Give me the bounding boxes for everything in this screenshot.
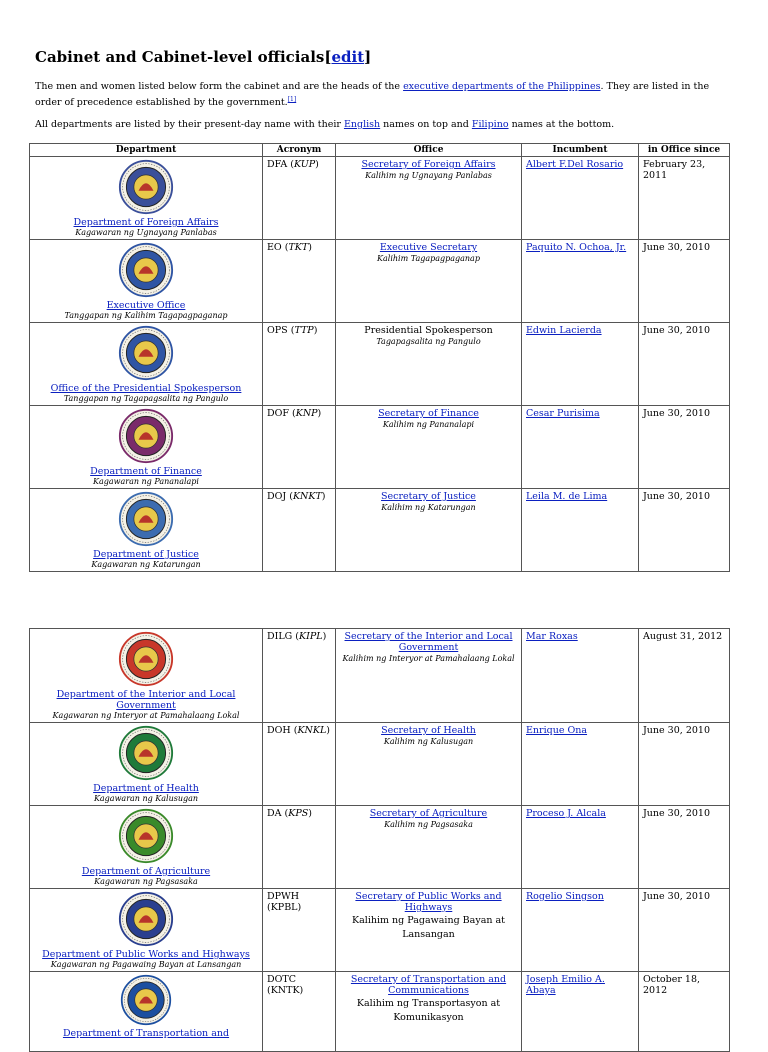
office-cell: [336, 723, 522, 806]
table-row: [30, 723, 730, 806]
incumbent-cell: [522, 240, 639, 323]
acronym-filipino: (KPBL): [267, 902, 302, 913]
office-filipino-name: Kalihim ng Interyor at Pamahalaang Lokal: [342, 654, 515, 663]
since-cell: [639, 972, 730, 1052]
acronym: DA: [267, 808, 282, 819]
acronym-cell: EO (TKT): [263, 240, 336, 323]
since-cell: [639, 489, 730, 572]
department-link[interactable]: Department of Agriculture: [81, 866, 211, 877]
department-filipino-name: Kagawaran ng Pagsasaka: [94, 877, 198, 886]
since-cell: [639, 406, 730, 489]
office-link[interactable]: Secretary of Public Works and Highways: [355, 891, 502, 913]
header-since: in Office since: [639, 144, 730, 157]
department-seal-icon: [118, 491, 174, 547]
office-cell: [336, 629, 522, 723]
in-office-since: June 30, 2010: [643, 725, 710, 736]
acronym: DFA: [267, 159, 288, 170]
acronym-filipino: KNKT: [292, 491, 322, 502]
acronym-cell: DOJ (KNKT): [263, 489, 336, 572]
incumbent-cell: [522, 406, 639, 489]
header-incumbent: Incumbent: [522, 144, 639, 157]
department-cell: [30, 406, 263, 489]
table-row: [30, 240, 730, 323]
table-row: [30, 972, 730, 1052]
office-name: Presidential Spokesperson: [364, 325, 493, 336]
table-row: [30, 889, 730, 972]
acronym-filipino: KPS: [288, 808, 309, 819]
acronym: DOJ: [267, 491, 287, 502]
department-link[interactable]: Department of the Interior and Local Government: [56, 689, 236, 711]
department-cell: [30, 157, 263, 240]
department-link[interactable]: Department of Foreign Affairs: [73, 217, 219, 228]
acronym-filipino: (KNTK): [267, 985, 304, 996]
department-seal-icon: [120, 974, 172, 1026]
since-cell: [639, 323, 730, 406]
department-filipino-name: Tanggapan ng Tagapagsalita ng Pangulo: [63, 394, 229, 403]
incumbent-link[interactable]: Leila M. de Lima: [526, 491, 608, 502]
acronym: EO: [267, 242, 282, 253]
office-link[interactable]: Secretary of Transportation and Communications: [350, 974, 507, 996]
since-cell: [639, 157, 730, 240]
department-cell: [30, 972, 263, 1052]
office-cell: [336, 889, 522, 972]
cabinet-table-2: [29, 628, 730, 1052]
department-seal-icon: [118, 808, 174, 864]
naming-note: All departments are listed by their present-day name with their English names on top and Filipino names at the bottom.: [35, 119, 615, 130]
acronym-filipino: KNP: [295, 408, 318, 419]
department-cell: [30, 723, 263, 806]
table-row: [30, 806, 730, 889]
department-cell: [30, 489, 263, 572]
acronym-cell: DILG (KIPL): [263, 629, 336, 723]
office-filipino-name: Kalihim ng Kalusugan: [383, 737, 474, 746]
department-filipino-name: Kagawaran ng Interyor at Pamahalaang Lokal: [52, 711, 240, 720]
department-cell: [30, 806, 263, 889]
incumbent-cell: [522, 889, 639, 972]
in-office-since: August 31, 2012: [643, 631, 723, 642]
incumbent-cell: [522, 629, 639, 723]
acronym-cell: OPS (TTP): [263, 323, 336, 406]
department-seal-icon: [118, 725, 174, 781]
acronym-cell: DOH (KNKL): [263, 723, 336, 806]
since-cell: [639, 723, 730, 806]
department-link[interactable]: Department of Public Works and Highways: [42, 949, 250, 960]
incumbent-link[interactable]: Rogelio Singson: [526, 891, 604, 902]
department-link[interactable]: Department of Transportation and: [62, 1028, 230, 1039]
incumbent-cell: [522, 157, 639, 240]
in-office-since: October 18, 2012: [643, 974, 701, 996]
incumbent-cell: [522, 723, 639, 806]
incumbent-link[interactable]: Enrique Ona: [526, 725, 588, 736]
department-link[interactable]: Office of the Presidential Spokesperson: [50, 383, 242, 394]
acronym-cell: DOF (KNP): [263, 406, 336, 489]
acronym: OPS: [267, 325, 288, 336]
in-office-since: June 30, 2010: [643, 491, 710, 502]
edit-link[interactable]: edit: [331, 48, 365, 66]
acronym-cell: [263, 889, 336, 972]
acronym-filipino: KNKL: [297, 725, 327, 736]
department-cell: [30, 629, 263, 723]
incumbent-link[interactable]: Mar Roxas: [526, 631, 578, 642]
executive-departments-link[interactable]: executive departments of the Philippines: [403, 81, 601, 92]
department-link[interactable]: Department of Justice: [93, 549, 199, 560]
section-heading: Cabinet and Cabinet-level officials[edit]: [35, 48, 372, 66]
department-filipino-name: Kagawaran ng Ugnayang Panlabas: [75, 228, 217, 237]
department-seal-icon: [118, 325, 174, 381]
office-filipino-name: Tagapagsalita ng Pangulo: [376, 337, 481, 346]
office-cell: [336, 157, 522, 240]
acronym-filipino: TTP: [294, 325, 314, 336]
since-cell: [639, 240, 730, 323]
department-filipino-name: Kagawaran ng Kalusugan: [93, 794, 199, 803]
in-office-since: June 30, 2010: [643, 891, 710, 902]
header-acronym: Acronym: [263, 144, 336, 157]
acronym-filipino: TKT: [288, 242, 309, 253]
reference-link[interactable]: [1]: [287, 96, 297, 103]
department-link[interactable]: Department of Finance: [90, 466, 202, 477]
acronym: DILG: [267, 631, 293, 642]
table-row: [30, 489, 730, 572]
office-filipino-name: Kalihim ng Ugnayang Panlabas: [365, 171, 492, 180]
office-link[interactable]: Secretary of Health: [381, 725, 476, 736]
office-cell: [336, 240, 522, 323]
acronym-cell: [263, 972, 336, 1052]
intro-paragraph: The men and women listed below form the cabinet and are the heads of the executive departments of the Philippines. They are listed in the order of precedence established by the government.[1]: [35, 81, 710, 109]
acronym-filipino: KUP: [293, 159, 316, 170]
english-link[interactable]: English: [343, 119, 381, 130]
office-cell: [336, 323, 522, 406]
header-office: Office: [336, 144, 522, 157]
office-link[interactable]: Secretary of Finance: [378, 408, 479, 419]
acronym: DOTC: [267, 974, 297, 985]
table-row: [30, 629, 730, 723]
department-seal-icon: [118, 242, 174, 298]
office-link[interactable]: Secretary of Foreign Affairs: [361, 159, 496, 170]
department-cell: [30, 240, 263, 323]
in-office-since: June 30, 2010: [643, 242, 710, 253]
acronym-cell: DFA (KUP): [263, 157, 336, 240]
office-filipino-name: Kalihim Tagapagpaganap: [377, 254, 480, 263]
department-seal-icon: [118, 408, 174, 464]
office-filipino-name: Kalihim ng Pananalapi: [382, 420, 475, 429]
since-cell: [639, 806, 730, 889]
department-seal-icon: [118, 159, 174, 215]
incumbent-link[interactable]: Paquito N. Ochoa, Jr.: [526, 242, 627, 253]
since-cell: [639, 889, 730, 972]
incumbent-link[interactable]: Cesar Purisima: [526, 408, 600, 419]
office-cell: [336, 806, 522, 889]
office-filipino-name: Kalihim ng Transportasyon at Komunikasyon: [356, 998, 501, 1023]
in-office-since: February 23, 2011: [643, 159, 706, 181]
acronym: DOH: [267, 725, 291, 736]
table-row: [30, 157, 730, 240]
in-office-since: June 30, 2010: [643, 808, 710, 819]
incumbent-link[interactable]: Albert F.Del Rosario: [526, 159, 624, 170]
office-cell: [336, 972, 522, 1052]
incumbent-link[interactable]: Joseph Emilio A. Abaya: [526, 974, 605, 996]
in-office-since: June 30, 2010: [643, 325, 710, 336]
acronym: DPWH: [267, 891, 300, 902]
department-filipino-name: Kagawaran ng Pananalapi: [92, 477, 199, 486]
cabinet-table-1: [29, 143, 730, 572]
header-department: Department: [30, 144, 263, 157]
office-link[interactable]: Secretary of Justice: [381, 491, 476, 502]
office-filipino-name: Kalihim ng Pagawaing Bayan at Lansangan: [352, 915, 505, 940]
incumbent-cell: [522, 806, 639, 889]
department-cell: [30, 323, 263, 406]
incumbent-link[interactable]: Proceso J. Alcala: [526, 808, 606, 819]
office-filipino-name: Kalihim ng Pagsasaka: [384, 820, 473, 829]
filipino-link[interactable]: Filipino: [471, 119, 509, 130]
acronym-filipino: KIPL: [299, 631, 323, 642]
incumbent-cell: [522, 972, 639, 1052]
department-filipino-name: Kagawaran ng Pagawaing Bayan at Lansangan: [50, 960, 242, 969]
table-row: [30, 323, 730, 406]
department-link[interactable]: Executive Office: [106, 300, 186, 311]
department-seal-icon: [118, 891, 174, 947]
office-filipino-name: Kalihim ng Katarungan: [381, 503, 476, 512]
office-cell: [336, 489, 522, 572]
incumbent-cell: [522, 323, 639, 406]
office-cell: [336, 406, 522, 489]
acronym: DOF: [267, 408, 289, 419]
table-row: [30, 406, 730, 489]
acronym-cell: DA (KPS): [263, 806, 336, 889]
since-cell: [639, 629, 730, 723]
department-filipino-name: Kagawaran ng Katarungan: [91, 560, 201, 569]
department-seal-icon: [118, 631, 174, 687]
department-cell: [30, 889, 263, 972]
in-office-since: June 30, 2010: [643, 408, 710, 419]
office-link[interactable]: Secretary of the Interior and Local Government: [344, 631, 513, 653]
incumbent-link[interactable]: Edwin Lacierda: [526, 325, 602, 336]
office-link[interactable]: Secretary of Agriculture: [369, 808, 488, 819]
department-filipino-name: Tanggapan ng Kalihim Tagapagpaganap: [64, 311, 228, 320]
department-link[interactable]: Department of Health: [93, 783, 199, 794]
incumbent-cell: [522, 489, 639, 572]
office-link[interactable]: Executive Secretary: [379, 242, 478, 253]
